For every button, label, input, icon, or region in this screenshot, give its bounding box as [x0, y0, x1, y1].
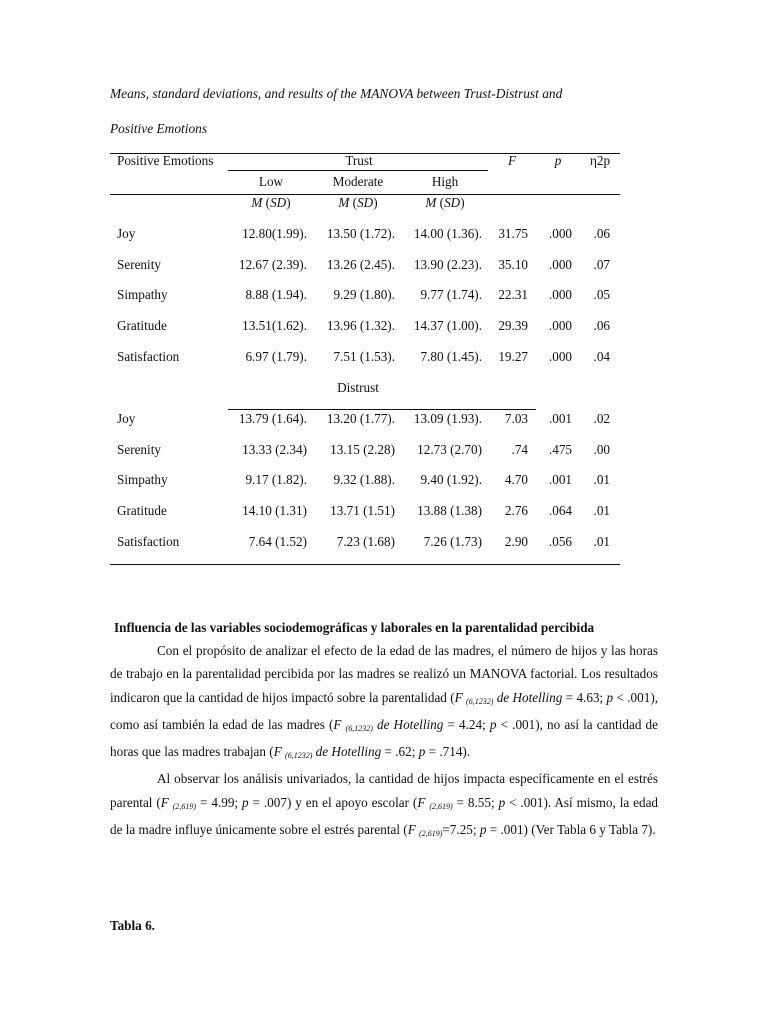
- header-trust: Trust: [345, 153, 373, 168]
- distrust-row-p: .064: [548, 503, 572, 518]
- trust-row-eta: .06: [593, 318, 610, 333]
- paragraph-1: Con el propósito de analizar el efecto de la edad de las madres, el número de hijos y las horas de trabajo en la parentalidad percibida por las madres se realizó un MANOVA factorial. Los resultados indicaron que la cantidad de hijos impactó sobre la parentalidad (F $_{(6,1232)}$ de Hotelling = 4.63; p < .001), como así también la edad de las madres (F $_{(6,1232)}$ de Hotelling = 4.24; p < .001), no así la cantidad de horas que las madres trabajan (F $_{(6,1232)}$ de Hotelling = .62; p = .714).: [110, 643, 659, 761]
- header-moderate: Moderate: [332, 174, 384, 189]
- distrust-row-emotion: Simpathy: [117, 472, 168, 487]
- trust-row-high: 9.77 (1.74).: [420, 287, 482, 302]
- distrust-row-eta: .01: [593, 503, 610, 518]
- section-heading: Influencia de las variables sociodemográficas y laborales en la parentalidad percibida: [114, 620, 595, 635]
- distrust-row-eta: .01: [593, 472, 610, 487]
- trust-row-moderate: 7.51 (1.53).: [333, 349, 395, 364]
- distrust-row-high: 13.88 (1.38): [417, 503, 482, 518]
- tabla-6-label: Tabla 6.: [110, 918, 155, 933]
- distrust-row-eta: .02: [593, 411, 610, 426]
- distrust-row-moderate: 7.23 (1.68): [336, 534, 395, 549]
- trust-row-p: .000: [548, 287, 572, 302]
- distrust-row-moderate: 13.71 (1.51): [330, 503, 395, 518]
- distrust-row-eta: .00: [593, 442, 610, 457]
- distrust-row-moderate: 9.32 (1.88).: [333, 472, 395, 487]
- distrust-row-low: 13.79 (1.64).: [238, 411, 307, 426]
- trust-row-f: 19.27: [498, 349, 528, 364]
- distrust-row-p: .001: [548, 411, 572, 426]
- distrust-row-high: 9.40 (1.92).: [420, 472, 482, 487]
- distrust-label: Distrust: [337, 380, 379, 395]
- trust-row-high: 14.00 (1.36).: [413, 226, 482, 241]
- distrust-row-p: .001: [548, 472, 572, 487]
- trust-row-emotion: Satisfaction: [117, 349, 180, 364]
- trust-row-emotion: Gratitude: [117, 318, 167, 333]
- table-caption-line-2: Positive Emotions: [110, 121, 208, 136]
- header-msd-low: M (SD): [251, 195, 291, 210]
- distrust-row-high: 12.73 (2.70): [417, 442, 482, 457]
- distrust-row-f: 7.03: [504, 411, 528, 426]
- trust-row-f: 31.75: [498, 226, 528, 241]
- distrust-group-rule: [228, 409, 536, 410]
- trust-row-moderate: 13.96 (1.32).: [326, 318, 395, 333]
- header-eta: η2p: [589, 153, 611, 168]
- trust-row-f: 35.10: [498, 257, 528, 272]
- trust-row-emotion: Serenity: [117, 257, 161, 272]
- header-positive-emotions: Positive Emotions: [117, 153, 214, 168]
- trust-row-p: .000: [548, 318, 572, 333]
- distrust-row-f: .74: [511, 442, 528, 457]
- trust-row-p: .000: [548, 226, 572, 241]
- trust-row-eta: .07: [593, 257, 610, 272]
- distrust-row-emotion: Joy: [117, 411, 136, 426]
- trust-row-emotion: Simpathy: [117, 287, 168, 302]
- trust-row-high: 7.80 (1.45).: [420, 349, 482, 364]
- distrust-row-p: .056: [548, 534, 572, 549]
- header-p: p: [554, 153, 562, 168]
- trust-row-eta: .06: [593, 226, 610, 241]
- trust-row-moderate: 13.26 (2.45).: [326, 257, 395, 272]
- header-msd-moderate: M (SD): [338, 195, 378, 210]
- trust-row-low: 13.51(1.62).: [242, 318, 307, 333]
- header-high: High: [431, 174, 459, 189]
- trust-row-p: .000: [548, 257, 572, 272]
- distrust-row-low: 14.10 (1.31): [242, 503, 307, 518]
- table-bottom-rule: [110, 564, 620, 565]
- distrust-row-moderate: 13.15 (2.28): [330, 442, 395, 457]
- results-section: [110, 616, 658, 845]
- manova-table: [110, 0, 620, 580]
- trust-row-high: 14.37 (1.00).: [413, 318, 482, 333]
- header-f: F: [507, 153, 517, 168]
- trust-row-low: 6.97 (1.79).: [245, 349, 307, 364]
- distrust-row-f: 4.70: [504, 472, 528, 487]
- paragraph-2: Al observar los análisis univariados, la cantidad de hijos impacta específicamente en el estrés parental (F $_{(2,619)}$ = 4.99; p = .007) y en el apoyo escolar (F $_{(2,619)}$ = 8.55; p < .001). Así mismo, la edad de la madre influye únicamente sobre el estrés parental (F $_{(2,619)}$=7.25; p = .001) (Ver Tabla 6 y Tabla 7).: [110, 771, 659, 839]
- distrust-row-low: 13.33 (2.34): [242, 442, 307, 457]
- distrust-row-moderate: 13.20 (1.77).: [326, 411, 395, 426]
- distrust-row-low: 7.64 (1.52): [248, 534, 307, 549]
- distrust-row-emotion: Satisfaction: [117, 534, 180, 549]
- distrust-row-f: 2.90: [504, 534, 528, 549]
- trust-row-emotion: Joy: [117, 226, 136, 241]
- distrust-row-high: 7.26 (1.73): [423, 534, 482, 549]
- table-caption-line-1: Means, standard deviations, and results of the MANOVA between Trust-Distrust and: [110, 86, 563, 101]
- trust-row-f: 29.39: [498, 318, 528, 333]
- trust-row-low: 8.88 (1.94).: [245, 287, 307, 302]
- trust-row-p: .000: [548, 349, 572, 364]
- distrust-row-p: .475: [548, 442, 572, 457]
- header-low: Low: [258, 174, 284, 189]
- trust-group-rule: [228, 170, 488, 171]
- distrust-row-eta: .01: [593, 534, 610, 549]
- trust-row-high: 13.90 (2.23).: [413, 257, 482, 272]
- trust-row-moderate: 9.29 (1.80).: [333, 287, 395, 302]
- trust-row-eta: .05: [593, 287, 610, 302]
- distrust-row-emotion: Gratitude: [117, 503, 167, 518]
- distrust-row-f: 2.76: [504, 503, 528, 518]
- distrust-row-high: 13.09 (1.93).: [413, 411, 482, 426]
- trust-row-low: 12.80(1.99).: [242, 226, 307, 241]
- trust-row-moderate: 13.50 (1.72).: [326, 226, 395, 241]
- header-msd-high: M (SD): [425, 195, 465, 210]
- distrust-row-emotion: Serenity: [117, 442, 161, 457]
- trust-row-eta: .04: [593, 349, 610, 364]
- trust-row-f: 22.31: [498, 287, 528, 302]
- distrust-row-low: 9.17 (1.82).: [245, 472, 307, 487]
- trust-row-low: 12.67 (2.39).: [238, 257, 307, 272]
